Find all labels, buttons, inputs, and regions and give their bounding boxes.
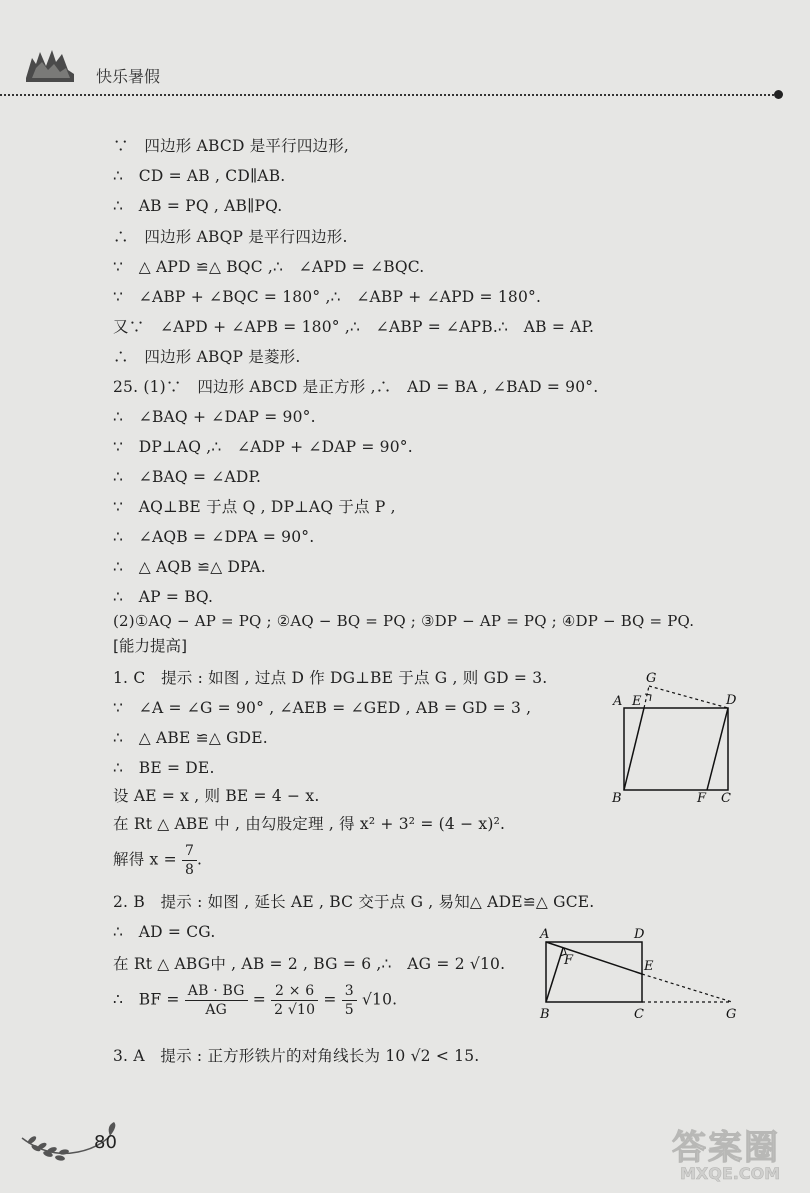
text-line: ∵ AQ⊥BE 于点 Q , DP⊥AQ 于点 P , (113, 498, 396, 516)
solve-text: 解得 x = (113, 850, 177, 869)
fraction-tail: √10. (361, 990, 398, 1009)
figure-label: G (646, 671, 657, 686)
fraction-numerator: 3 (342, 982, 357, 1001)
figure-2-diagram (534, 922, 744, 1022)
text-line: ∴ 四边形 ABQP 是平行四边形. (113, 228, 348, 246)
bf-line: ∴ BF = $\frac{AB \cdot BG}{AG}$ = $\frac{2 \times 6}{2 √10}$ = $\frac{3}{5}$ √10. (113, 983, 398, 1018)
text-line: 又∵ ∠APD + ∠APB = 180° ,∴ ∠ABP = ∠APB.∴ AB = AP. (113, 318, 595, 336)
figure-label: F (697, 791, 707, 806)
text-line: 3. A 提示 : 正方形铁片的对角线长为 10 √2 < 15. (113, 1047, 480, 1065)
text-line: ∵ △ APD ≌△ BQC ,∴ ∠APD = ∠BQC. (113, 258, 425, 276)
figure-label: B (612, 791, 622, 806)
text-line: ∴ AP = BQ. (113, 588, 214, 606)
figure-label: A (613, 694, 623, 709)
watermark-url: MXQE.COM (680, 1164, 781, 1183)
figure-label: D (726, 693, 737, 708)
figure-1-segment-be (624, 708, 644, 790)
text-line: 1. C 提示 : 如图 , 过点 D 作 DG⊥BE 于点 G , 则 GD = 3. (113, 669, 548, 687)
header-logo-icon (22, 44, 78, 84)
text-line: (2)①AQ − AP = PQ ; ②AQ − BQ = PQ ; ③DP − AP = PQ ; ④DP − BQ = PQ. (113, 612, 695, 630)
text-line: ∵ ∠A = ∠G = 90° , ∠AEB = ∠GED , AB = GD = 3 , (113, 699, 532, 717)
text-line: ∴ AD = CG. (113, 923, 216, 941)
fraction-numerator: 7 (182, 842, 197, 861)
fraction-numerator: 2 × 6 (271, 982, 318, 1001)
figure-label: B (540, 1007, 550, 1022)
header-rule-dot (774, 90, 783, 99)
fraction-denominator: 2 √10 (274, 1002, 316, 1018)
figure-1-segment-fd (707, 708, 728, 790)
figure-label: G (726, 1007, 737, 1022)
figure-2-rectangle (546, 942, 642, 1002)
text-line: 设 AE = x , 则 BE = 4 − x. (113, 787, 320, 805)
figure-1-segment-gd (649, 686, 728, 708)
text-line: ∴ ∠AQB = ∠DPA = 90°. (113, 528, 315, 546)
figure-1-extension-eg (644, 686, 649, 708)
figure-1-rectangle (624, 708, 728, 790)
fraction-bf-3 (342, 982, 357, 1019)
figure-label: F (564, 953, 574, 968)
figure-label: C (634, 1007, 644, 1022)
text-line: ∵ DP⊥AQ ,∴ ∠ADP + ∠DAP = 90°. (113, 438, 413, 456)
text-line: ∴ CD = AB , CD∥AB. (113, 167, 286, 185)
figure-label: E (632, 694, 642, 709)
fraction-denominator: 5 (344, 1002, 354, 1018)
text-line: ∴ 四边形 ABQP 是菱形. (113, 348, 301, 366)
text-line: 2. B 提示 : 如图 , 延长 AE , BC 交于点 G , 易知△ ADE≌△ GCE. (113, 893, 595, 911)
fraction-denominator: 8 (184, 862, 195, 878)
fraction-numerator: AB · BG (185, 982, 248, 1001)
figure-label: E (644, 959, 654, 974)
figure-label: D (634, 927, 645, 942)
fraction-bf-2 (271, 982, 318, 1019)
text-line: 在 Rt △ ABG中 , AB = 2 , BG = 6 ,∴ AG = 2 √10. (113, 955, 506, 973)
figure-label: A (540, 927, 550, 942)
fraction-denominator: AG (205, 1002, 228, 1018)
text-line: ∵ 四边形 ABCD 是平行四边形, (113, 137, 350, 155)
text-line: ∴ ∠BAQ = ∠ADP. (113, 468, 262, 486)
page-number: 80 (94, 1132, 117, 1153)
watermark (672, 1120, 802, 1190)
text-line: ∴ AB = PQ , AB∥PQ. (113, 197, 283, 215)
figure-label: C (721, 791, 731, 806)
text-line: ∵ ∠ABP + ∠BQC = 180° ,∴ ∠ABP + ∠APD = 180°. (113, 288, 542, 306)
solve-line: 解得 x = $\frac{7}{8}$ . (113, 843, 203, 878)
header-title: 快乐暑假 (96, 67, 161, 86)
figure-2-extension-eg (642, 974, 732, 1002)
text-line: 25. (1)∵ 四边形 ABCD 是正方形 ,∴ AD = BA , ∠BAD = 90°. (113, 378, 599, 396)
text-line: ∴ ∠BAQ + ∠DAP = 90°. (113, 408, 316, 426)
header-rule (0, 94, 778, 96)
text-line: ∴ BE = DE. (113, 759, 215, 777)
section-heading: [能力提高] (113, 637, 188, 655)
figure-1-diagram (604, 668, 754, 808)
text-line: 在 Rt △ ABE 中 , 由勾股定理 , 得 x² + 3² = (4 − x)². (113, 815, 506, 833)
fraction-bf-1 (185, 982, 248, 1019)
text-line: ∴ △ AQB ≌△ DPA. (113, 558, 266, 576)
text-line: ∴ △ ABE ≌△ GDE. (113, 729, 268, 747)
bf-text: ∴ BF = (113, 990, 180, 1009)
fraction-x (182, 842, 197, 879)
watermark-text: 答案圈 (672, 1128, 780, 1168)
